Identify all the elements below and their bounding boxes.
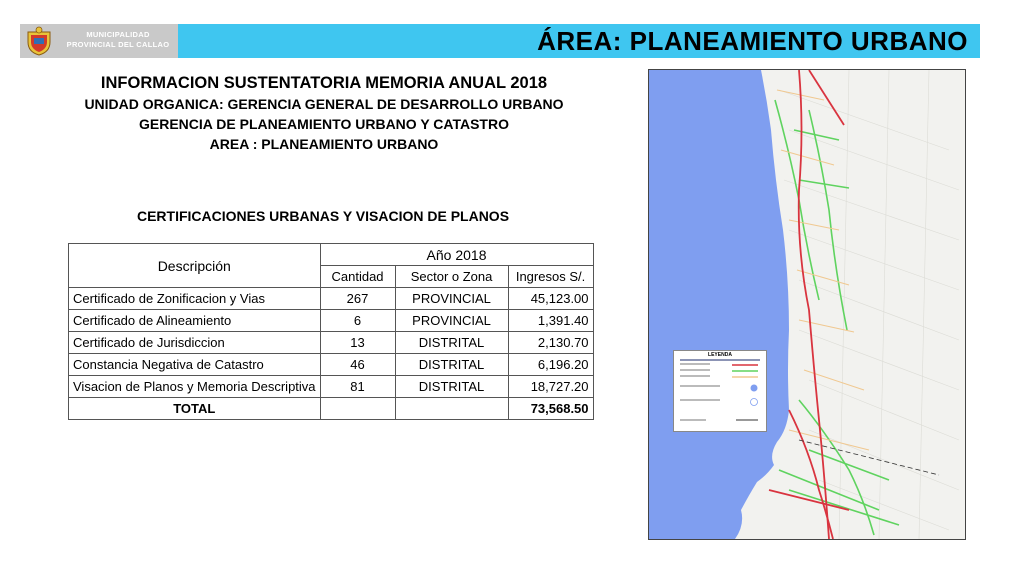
cell-sector: DISTRITAL (395, 354, 508, 376)
legend-title: LEYENDA (708, 352, 732, 358)
cell-descripcion: Visacion de Planos y Memoria Descriptiva (69, 376, 321, 398)
cell-cantidad: 46 (320, 354, 395, 376)
table-total-row (69, 398, 594, 420)
cell-ingresos: 45,123.00 (508, 288, 593, 310)
road-map (648, 69, 966, 540)
legend-row-text (680, 363, 710, 365)
certifications-table (68, 243, 594, 420)
municipality-logo (20, 24, 178, 58)
header-year: Año 2018 (320, 244, 593, 266)
cell-descripcion: Certificado de Jurisdiccion (69, 332, 321, 354)
cell-sector: PROVINCIAL (395, 288, 508, 310)
legend-row-text (680, 375, 710, 377)
logo-line-1: MUNICIPALIDAD (86, 30, 150, 39)
info-title: INFORMACION SUSTENTATORIA MEMORIA ANUAL 2018 (100, 74, 548, 92)
cell-descripcion: Certificado de Zonificacion y Vias (69, 288, 321, 310)
info-gerencia: GERENCIA DE PLANEAMIENTO URBANO Y CATASTRO (139, 116, 509, 132)
logo-text (60, 30, 176, 50)
legend-row-text (680, 369, 710, 371)
cell-ingresos: 1,391.40 (508, 310, 593, 332)
cell-ingresos: 18,727.20 (508, 376, 593, 398)
cell-cantidad: 6 (320, 310, 395, 332)
header-ingresos: Ingresos S/. (508, 266, 593, 288)
cell-descripcion: Certificado de Alineamiento (69, 310, 321, 332)
header-sector: Sector o Zona (395, 266, 508, 288)
cell-sector: DISTRITAL (395, 376, 508, 398)
cell-descripcion: Constancia Negativa de Catastro (69, 354, 321, 376)
legend-symbols (674, 351, 766, 431)
map-drawing (649, 70, 965, 539)
table-row (69, 376, 594, 398)
map-legend (673, 350, 767, 432)
legend-row-text (680, 399, 720, 401)
header-bar (178, 24, 980, 58)
logo-line-2: PROVINCIAL DEL CALLAO (66, 40, 170, 49)
header-cantidad: Cantidad (320, 266, 395, 288)
cell-ingresos: 2,130.70 (508, 332, 593, 354)
legend-intersection-dot (751, 399, 758, 406)
section-title: CERTIFICACIONES URBANAS Y VISACION DE PLANOS (136, 208, 510, 224)
cell-sector: DISTRITAL (395, 332, 508, 354)
table-row (69, 332, 594, 354)
total-empty-sector (395, 398, 508, 420)
table-row (69, 288, 594, 310)
crest-icon (24, 26, 54, 56)
cell-sector: PROVINCIAL (395, 310, 508, 332)
table-header-row (69, 244, 594, 266)
cell-cantidad: 267 (320, 288, 395, 310)
table-row (69, 354, 594, 376)
cell-cantidad: 13 (320, 332, 395, 354)
total-label: TOTAL (69, 398, 321, 420)
info-unit: UNIDAD ORGANICA: GERENCIA GENERAL DE DESARROLLO URBANO (84, 96, 564, 112)
cell-ingresos: 6,196.20 (508, 354, 593, 376)
page-title: ÁREA: PLANEAMIENTO URBANO (537, 26, 968, 56)
info-area: AREA : PLANEAMIENTO URBANO (209, 136, 439, 152)
map-sea (649, 70, 789, 539)
table-row (69, 310, 594, 332)
legend-row-text (680, 385, 720, 387)
total-value: 73,568.50 (508, 398, 593, 420)
header-descripcion: Descripción (69, 244, 321, 288)
total-empty-cantidad (320, 398, 395, 420)
cell-cantidad: 81 (320, 376, 395, 398)
legend-interchange-dot (751, 385, 758, 392)
legend-row-text (680, 419, 706, 421)
info-block (68, 72, 580, 154)
